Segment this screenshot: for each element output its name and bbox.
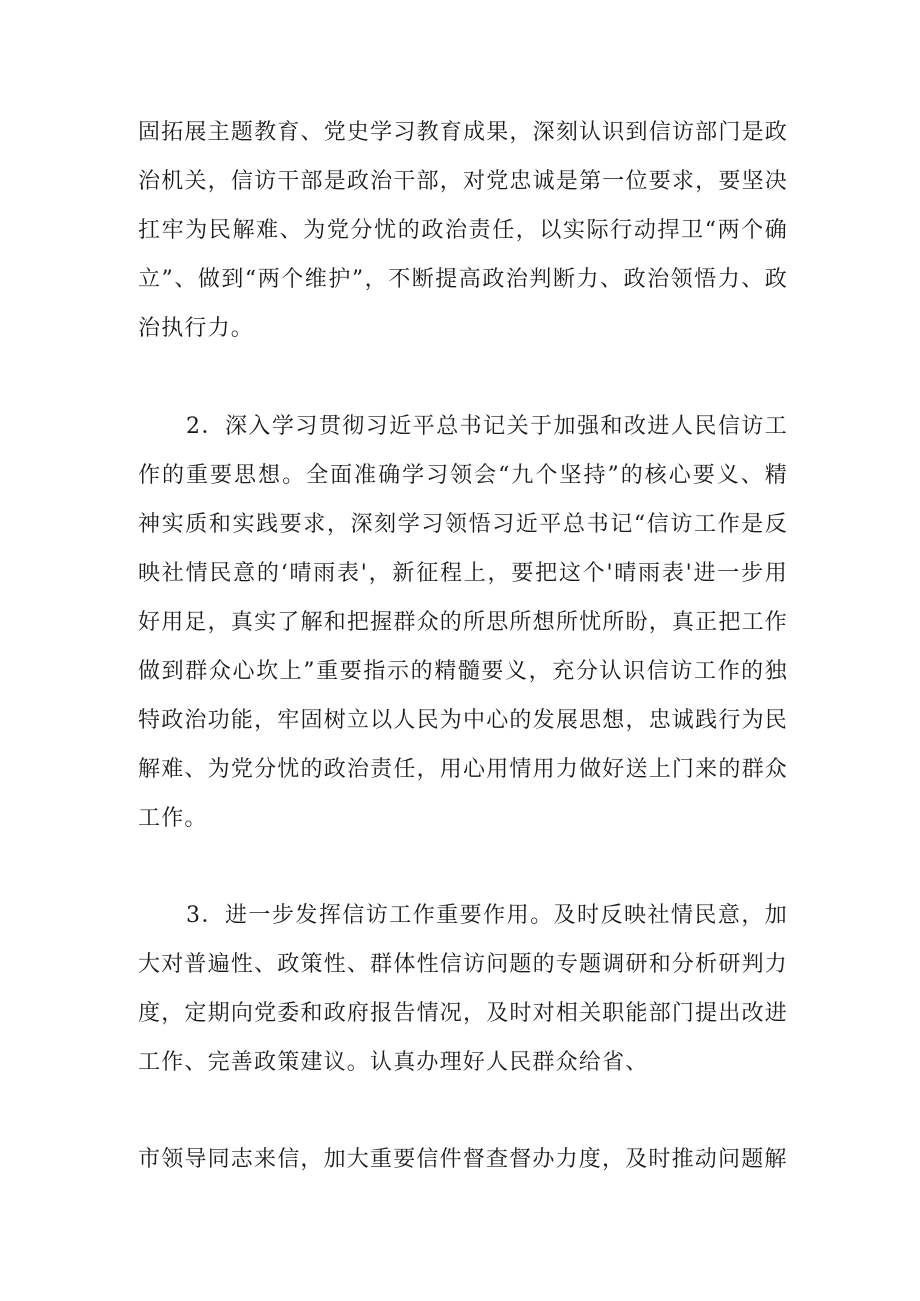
paragraph-2: 2．深入学习贯彻习近平总书记关于加强和改进人民信访工作的重要思想。全面准确学习领会“九个坚持”的核心要义、精神实质和实践要求，深刻学习领悟习近平总书记“信访工作是反映社情民意的‘晴雨表'，新征程上，要把这个'晴雨表'进一步用好用足，真实了解和把握群众的所思所想所忧所盼，真正把工作做到群众心坎上”重要指示的精髓要义，充分认识信访工作的独特政治功能，牢固树立以人民为中心的发展思想，忠诚践行为民解难、为党分忧的政治责任，用心用情用力做好送上门来的群众工作。 — [138, 414, 788, 831]
paragraph-3: 3．进一步发挥信访工作重要作用。及时反映社情民意，加大对普遍性、政策性、群体性信访问题的专题调研和分析研判力度，定期向党委和政府报告情况，及时对相关职能部门提出改进工作、完善政策建议。认真办理好人民群众给省、 — [138, 903, 788, 1075]
paragraph-1: 固拓展主题教育、党史学习教育成果，深刻认识到信访部门是政治机关，信访干部是政治干部，对党忠诚是第一位要求，要坚决扛牢为民解难、为党分忧的政治责任，以实际行动捍卫“两个确立”、做到“两个维护”，不断提高政治判断力、政治领悟力、政治执行力。 — [138, 120, 788, 341]
paragraph-4: 市领导同志来信，加大重要信件督查督办力度，及时推动问题解 — [138, 1147, 788, 1172]
